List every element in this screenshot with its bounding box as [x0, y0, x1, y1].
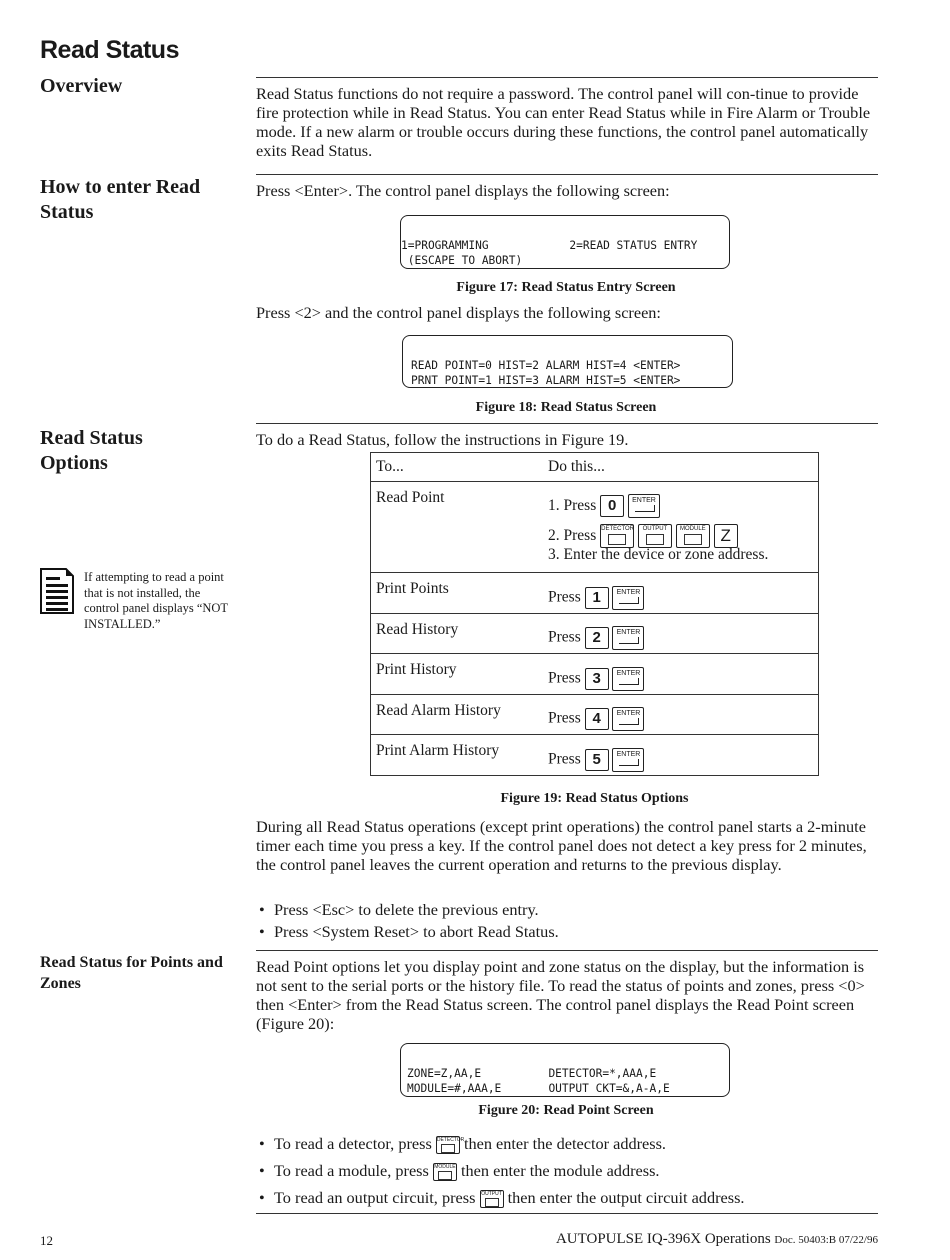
- lcd-line: READ POINT=0 HIST=2 ALARM HIST=4 <ENTER>: [411, 359, 681, 372]
- key-label: ENTER: [616, 589, 641, 596]
- list-item: [256, 1130, 880, 1157]
- key-4: 4: [585, 708, 609, 730]
- figure19-caption: Figure 19: Read Status Options: [500, 791, 689, 806]
- row-label: Read Alarm History: [371, 695, 549, 735]
- figure18-caption: Figure 18: Read Status Screen: [475, 400, 657, 415]
- key-5: 5: [585, 749, 609, 771]
- press-text: Press: [548, 588, 581, 606]
- row-label: Print History: [371, 654, 549, 695]
- enter-key-icon: [612, 667, 644, 691]
- row-instructions: [548, 614, 819, 654]
- options-heading: Read Status Options: [40, 427, 143, 474]
- overview-heading: Overview: [40, 75, 123, 97]
- key-0: 0: [600, 495, 624, 517]
- figure17-lcd: [400, 215, 730, 269]
- list-item: • Press <System Reset> to abort Read Status.: [256, 921, 880, 943]
- bullet-text: then enter the detector address.: [463, 1134, 667, 1153]
- bullet-text: then enter the module address.: [461, 1161, 660, 1180]
- footer-doc: Doc. 50403:B 07/22/96: [774, 1234, 878, 1246]
- step-line: [548, 523, 818, 545]
- points-zones-bullets: [256, 1130, 880, 1211]
- lcd-line: (ESCAPE TO ABORT): [401, 254, 523, 267]
- key-label: MODULE: [680, 526, 706, 533]
- table-row: [371, 654, 819, 695]
- row-instructions: [548, 654, 819, 695]
- detector-key-icon: [600, 524, 634, 548]
- module-key-icon: [676, 524, 710, 548]
- how-to-enter-heading: How to enter Read Status: [40, 176, 201, 223]
- module-key-icon: [433, 1163, 457, 1181]
- press-text: Press: [548, 669, 581, 687]
- key-label: ENTER: [616, 751, 641, 758]
- list-item: [256, 1184, 880, 1211]
- divider: [256, 77, 878, 78]
- press-text: Press: [548, 628, 581, 646]
- table-row: [371, 695, 819, 735]
- press-text: Press: [548, 750, 581, 768]
- press-text: Press: [548, 709, 581, 727]
- bullet-text: To read a detector, press: [274, 1134, 432, 1153]
- row-instructions: [548, 573, 819, 614]
- page-title: Read Status: [40, 36, 179, 64]
- row-instructions: [548, 695, 819, 735]
- key-label: DETECTOR: [436, 1137, 465, 1144]
- row-label: Print Points: [371, 573, 549, 614]
- row-label: Print Alarm History: [371, 735, 549, 776]
- table-header-row: [371, 453, 819, 482]
- column-header: To...: [371, 453, 549, 482]
- key-label: OUTPUT: [481, 1191, 502, 1198]
- step-text: 2. Press: [548, 527, 597, 544]
- points-zones-heading: Read Status for Points and Zones: [40, 954, 223, 992]
- footer-product: AUTOPULSE IQ-396X Operations: [555, 1231, 771, 1247]
- key-3: 3: [585, 668, 609, 690]
- key-1: 1: [585, 587, 609, 609]
- divider: [256, 1213, 878, 1214]
- note-text: If attempting to read a point that is not installed, the control panel displays “NOT INSTALLED.”: [84, 570, 228, 631]
- list-item: • Press <Esc> to delete the previous entry.: [256, 899, 880, 921]
- table-row: [371, 573, 819, 614]
- figure17-caption: Figure 17: Read Status Entry Screen: [456, 280, 676, 295]
- options-bullets: [256, 899, 880, 943]
- note-icon: [40, 568, 74, 614]
- key-label: ENTER: [632, 497, 656, 505]
- step-text: 3. Enter the device or zone address.: [548, 546, 769, 563]
- press2-text: Press <2> and the control panel displays the following screen:: [256, 303, 661, 322]
- options-intro: To do a Read Status, follow the instructions in Figure 19.: [256, 430, 629, 449]
- key-label: DETECTOR: [601, 526, 635, 533]
- output-key-icon: [480, 1190, 504, 1208]
- points-zones-text: Read Point options let you display point and zone status on the display, but the information is not sent to the serial ports or the history file. To read the status of points and zones, press <0> then <Enter> from the Read Status screen. The control panel displays the Read Point screen (Figure 20):: [256, 957, 865, 1033]
- footer-title: [556, 1231, 878, 1248]
- key-label: ENTER: [616, 629, 641, 636]
- key-z: Z: [714, 524, 738, 548]
- lcd-line: PRNT POINT=1 HIST=3 ALARM HIST=5 <ENTER>: [411, 374, 681, 387]
- key-label: MODULE: [434, 1164, 456, 1171]
- key-label: ENTER: [616, 670, 641, 677]
- timer-text: During all Read Status operations (except print operations) the control panel starts a 2-minute timer each time you press a key. If the control panel does not detect a key press for 2 minutes, the control panel leaves the current operation and returns to the previous display.: [256, 817, 867, 874]
- enter-key-icon: [612, 707, 644, 731]
- lcd-line: MODULE=#,AAA,E OUTPUT CKT=&,A-A,E: [407, 1082, 670, 1095]
- step-text: 1. Press: [548, 497, 597, 514]
- enter-key-icon: [612, 748, 644, 772]
- table-row: [371, 614, 819, 654]
- lcd-line: ZONE=Z,AA,E DETECTOR=*,AAA,E: [407, 1067, 657, 1080]
- page-number: 12: [40, 1233, 53, 1248]
- table-row: [371, 482, 819, 573]
- bullet-text: To read a module, press: [274, 1161, 429, 1180]
- key-label: ENTER: [616, 710, 641, 717]
- divider: [256, 174, 878, 175]
- lcd-line: 1=PROGRAMMING 2=READ STATUS ENTRY: [401, 239, 698, 252]
- enter-key-icon: [628, 494, 660, 518]
- row-label: Read History: [371, 614, 549, 654]
- figure20-lcd: [400, 1043, 730, 1097]
- divider: [256, 423, 878, 424]
- figure18-lcd: [402, 335, 733, 388]
- row-label: Read Point: [371, 482, 549, 573]
- row-instructions: [548, 735, 819, 776]
- divider: [256, 950, 878, 951]
- detector-key-icon: [436, 1136, 465, 1154]
- options-table: [370, 452, 819, 776]
- enter-key-icon: [612, 626, 644, 650]
- how-to-enter-intro: Press <Enter>. The control panel displays the following screen:: [256, 181, 670, 200]
- output-key-icon: [638, 524, 672, 548]
- bullet-text: then enter the output circuit address.: [507, 1188, 745, 1207]
- figure20-caption: Figure 20: Read Point Screen: [478, 1103, 654, 1118]
- table-row: [371, 735, 819, 776]
- column-header: Do this...: [548, 453, 819, 482]
- bullet-text: To read an output circuit, press: [274, 1188, 476, 1207]
- row-instructions: [548, 482, 819, 573]
- enter-key-icon: [612, 586, 644, 610]
- key-label: OUTPUT: [642, 526, 668, 533]
- key-2: 2: [585, 627, 609, 649]
- overview-text: Read Status functions do not require a password. The control panel will con-tinue to provide fire protection while in Read Status. You can enter Read Status while in Fire Alarm or Trouble mode. If a new alarm or trouble occurs during these functions, the control panel automatically exits Read Status.: [256, 84, 871, 160]
- step-line: [548, 493, 818, 523]
- list-item: [256, 1157, 880, 1184]
